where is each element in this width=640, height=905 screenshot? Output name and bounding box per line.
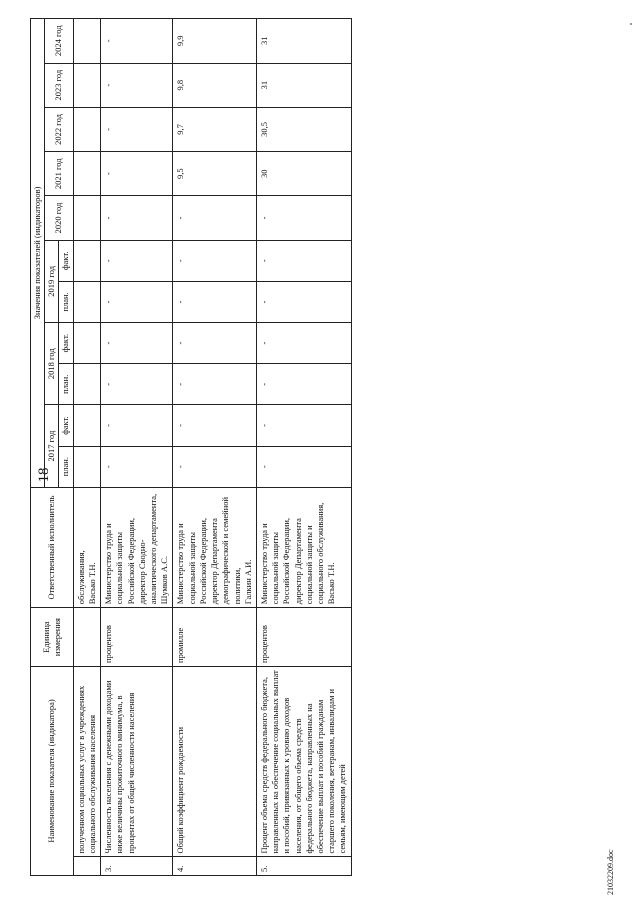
value-2019-plan: - — [256, 281, 351, 322]
value-2018-plan: - — [256, 364, 351, 405]
indicator-responsible: Министерство труда и социальной защиты Российской Федерации, директор Сводно-аналитического департамента, Шумков А.С. — [101, 487, 173, 607]
value-2021 — [73, 152, 100, 196]
indicator-name: Общий коэффициент рождаемости — [173, 666, 257, 857]
value-2017-plan — [73, 446, 100, 487]
value-2022: 30,5 — [256, 107, 351, 151]
value-2018-fact — [73, 323, 100, 364]
header-row-1 — [31, 19, 45, 876]
header-responsible: Ответственный исполнитель — [31, 487, 74, 607]
indicator-unit: процентов — [256, 608, 351, 667]
indicator-responsible: Министерство труда и социальной защиты Российской Федерации, директор Департамента социальной защиты и социального обслуживания, Васько Т.Н. — [256, 487, 351, 607]
table-row — [73, 19, 100, 876]
value-2023: 31 — [256, 63, 351, 107]
value-2018-fact: - — [173, 323, 257, 364]
value-2019-plan: - — [101, 281, 173, 322]
header-values-group: Значения показателей (индикаторов) — [31, 19, 45, 488]
value-2022 — [73, 107, 100, 151]
value-2018-plan: - — [101, 364, 173, 405]
value-2024: 9,9 — [173, 19, 257, 64]
header-2018-plan: план. — [59, 364, 73, 405]
value-2018-fact: - — [101, 323, 173, 364]
value-2017-fact: - — [173, 405, 257, 446]
indicator-name: полученном социальных услуг в учреждениях социального обслуживания населения — [73, 666, 100, 857]
value-2017-fact: - — [256, 405, 351, 446]
value-2020: - — [256, 196, 351, 240]
scan-speck — [630, 23, 632, 25]
header-2020: 2020 год — [45, 196, 73, 240]
indicator-unit: промилле — [173, 608, 257, 667]
value-2017-plan: - — [101, 446, 173, 487]
header-unit: Единица измерения — [31, 608, 74, 667]
indicator-responsible: обслуживания, Васько Т.Н. — [73, 487, 100, 607]
value-2018-plan — [73, 364, 100, 405]
value-2019-fact: - — [256, 240, 351, 281]
header-2021: 2021 год — [45, 152, 73, 196]
value-2019-fact — [73, 240, 100, 281]
indicator-name: Процент объема средств федерального бюджета, направленных на обеспечение социальных выплат и пособий, привязанных к уровню доходов населения, от общего объема средств федерального бюджета, направленных на обеспечение выплат и пособий гражданам старшего поколения, ветеранам, инвалидам и семьям, имеющим детей — [256, 666, 351, 857]
header-2018-fact: факт. — [59, 323, 73, 364]
value-2022: - — [101, 107, 173, 151]
row-number: 5. — [256, 857, 351, 876]
value-2018-fact: - — [256, 323, 351, 364]
header-2017-plan: план. — [59, 446, 73, 487]
table-row — [256, 19, 351, 876]
value-2021: - — [101, 152, 173, 196]
header-2018: 2018 год — [45, 323, 59, 405]
indicator-responsible: Министерство труда и социальной защиты Российской Федерации, директор Департамента демографической и семейной политики, Галкин А.И. — [173, 487, 257, 607]
value-2021: 30 — [256, 152, 351, 196]
header-2019-plan: план. — [59, 281, 73, 322]
row-number: 3. — [101, 857, 173, 876]
value-2024: 31 — [256, 19, 351, 64]
row-number — [73, 857, 100, 876]
value-2023 — [73, 63, 100, 107]
value-2019-fact: - — [173, 240, 257, 281]
header-name: Наименование показателя (индикатора) — [31, 666, 74, 875]
value-2023: 9,8 — [173, 63, 257, 107]
indicator-name: Численность населения с денежными доходами ниже величины прожиточного минимума, в процентах от общей численности населения — [101, 666, 173, 857]
value-2023: - — [101, 63, 173, 107]
header-2024: 2024 год — [45, 19, 73, 64]
value-2019-plan: - — [173, 281, 257, 322]
value-2020: - — [101, 196, 173, 240]
indicators-table — [30, 18, 352, 876]
value-2024: - — [101, 19, 173, 64]
header-2017-fact: факт. — [59, 405, 73, 446]
value-2021: 9,5 — [173, 152, 257, 196]
value-2017-plan: - — [256, 446, 351, 487]
indicator-unit — [73, 608, 100, 667]
value-2024 — [73, 19, 100, 64]
value-2017-fact — [73, 405, 100, 446]
footer-doc-name: 21032209.doc — [606, 849, 615, 895]
value-2019-plan — [73, 281, 100, 322]
header-2019: 2019 год — [45, 240, 59, 322]
value-2018-plan: - — [173, 364, 257, 405]
header-2017: 2017 год — [45, 405, 59, 487]
value-2017-plan: - — [173, 446, 257, 487]
header-2022: 2022 год — [45, 107, 73, 151]
value-2022: 9,7 — [173, 107, 257, 151]
table-row — [173, 19, 257, 876]
header-2019-fact: факт. — [59, 240, 73, 281]
row-number: 4. — [173, 857, 257, 876]
value-2020: - — [173, 196, 257, 240]
value-2019-fact: - — [101, 240, 173, 281]
indicator-unit: процентов — [101, 608, 173, 667]
value-2017-fact: - — [101, 405, 173, 446]
table-row — [101, 19, 173, 876]
value-2020 — [73, 196, 100, 240]
page-number: 18 — [36, 467, 52, 483]
header-2023: 2023 год — [45, 63, 73, 107]
